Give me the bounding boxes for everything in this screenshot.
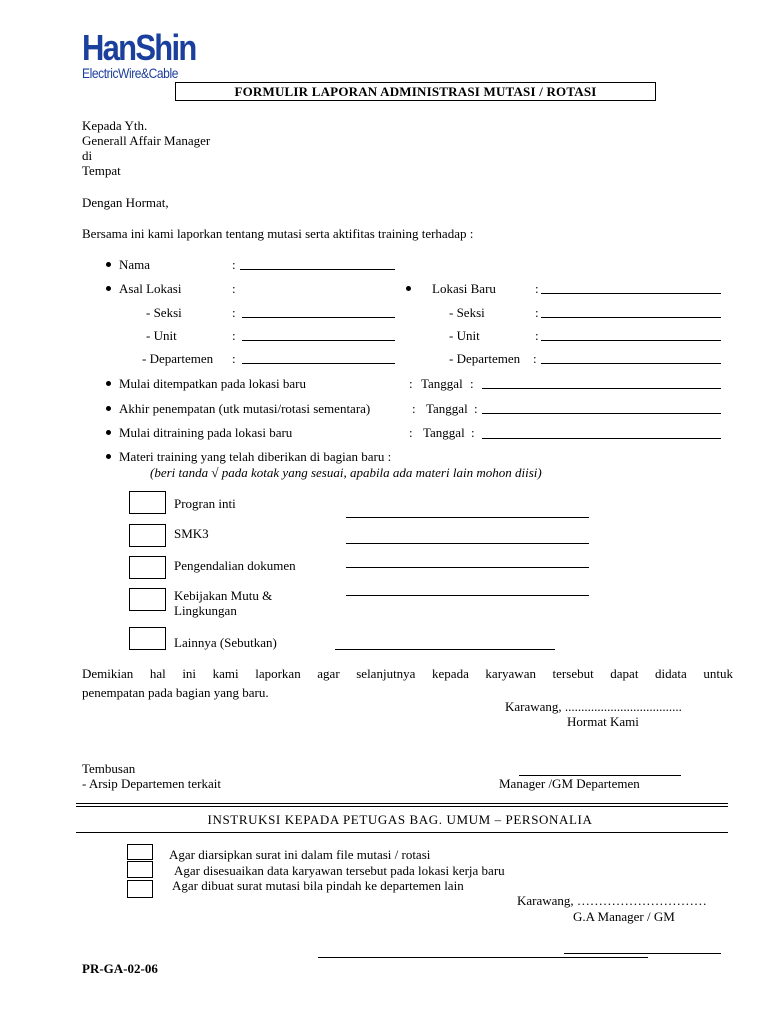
ga-signature-line[interactable]	[564, 953, 721, 954]
signature-role: Manager /GM Departemen	[499, 776, 640, 791]
signature-regards: Hormat Kami	[567, 714, 639, 729]
materi-item-progran-inti: Progran inti	[174, 496, 236, 511]
colon: :	[409, 376, 413, 391]
checkbox-instruksi-sesuaikan[interactable]	[127, 861, 153, 878]
materi-item-lingkungan: Lingkungan	[174, 603, 237, 618]
materi-item-kebijakan-mutu: Kebijakan Mutu &	[174, 588, 273, 603]
instructions-header: INSTRUKSI KEPADA PETUGAS BAG. UMUM – PERSONALIA	[207, 812, 593, 827]
label-asal-lokasi: Asal Lokasi	[119, 281, 182, 296]
tanggal-training-field-line[interactable]	[482, 438, 721, 439]
colon: :	[471, 425, 475, 440]
recipient-line-1: Kepada Yth.	[82, 118, 148, 133]
checkbox-kebijakan-mutu[interactable]	[129, 588, 166, 611]
tanggal-ditempatkan-field-line[interactable]	[482, 388, 721, 389]
label-mulai-ditraining: Mulai ditraining pada lokasi baru	[119, 425, 293, 440]
bullet	[106, 262, 111, 267]
bullet	[406, 286, 411, 291]
label-baru-departemen: - Departemen	[449, 351, 521, 366]
materi-line[interactable]	[346, 567, 589, 568]
recipient-line-4: Tempat	[82, 163, 121, 178]
materi-line[interactable]	[346, 595, 589, 596]
bullet	[106, 406, 111, 411]
colon: :	[232, 305, 236, 320]
recipient-line-3: di	[82, 148, 93, 163]
divider	[76, 806, 728, 807]
divider	[76, 832, 728, 833]
closing-line-1: Demikian hal ini kami laporkan agar selanjutnya kepada karyawan tersebut dapat didata untuk	[82, 666, 733, 681]
instruction-item-3: Agar dibuat surat mutasi bila pindah ke departemen lain	[172, 878, 464, 893]
baru-unit-field-line[interactable]	[541, 340, 721, 341]
baru-departemen-field-line[interactable]	[541, 363, 721, 364]
instructions-place-date: Karawang, …………………………	[517, 893, 707, 908]
cc-label: Tembusan	[82, 761, 136, 776]
colon: :	[232, 351, 236, 366]
colon: :	[470, 376, 474, 391]
label-asal-departemen: - Departemen	[142, 351, 214, 366]
cc-item: - Arsip Departemen terkait	[82, 776, 221, 791]
materi-note: (beri tanda √ pada kotak yang sesuai, apabila ada materi lain mohon diisi)	[150, 465, 542, 480]
intro-text: Bersama ini kami laporkan tentang mutasi serta aktifitas training terhadap :	[82, 226, 474, 241]
materi-line[interactable]	[346, 517, 589, 518]
bullet	[106, 286, 111, 291]
checkbox-pengendalian-dokumen[interactable]	[129, 556, 166, 579]
materi-line[interactable]	[346, 543, 589, 544]
form-title: FORMULIR LAPORAN ADMINISTRASI MUTASI / ROTASI	[175, 82, 656, 101]
materi-item-lainnya: Lainnya (Sebutkan)	[174, 635, 277, 650]
divider	[76, 803, 728, 804]
label-tanggal: Tanggal	[423, 425, 465, 440]
label-asal-unit: - Unit	[146, 328, 177, 343]
checkbox-instruksi-surat-mutasi[interactable]	[127, 880, 153, 898]
baru-seksi-field-line[interactable]	[541, 317, 721, 318]
label-tanggal: Tanggal	[421, 376, 463, 391]
label-lokasi-baru: Lokasi Baru	[432, 281, 496, 296]
colon: :	[232, 281, 236, 296]
instruction-item-1: Agar diarsipkan surat ini dalam file mutasi / rotasi	[169, 847, 431, 862]
materi-item-pengendalian-dokumen: Pengendalian dokumen	[174, 558, 296, 573]
colon: :	[409, 425, 413, 440]
bullet	[106, 454, 111, 459]
colon: :	[474, 401, 478, 416]
label-baru-seksi: - Seksi	[449, 305, 485, 320]
asal-seksi-field-line[interactable]	[242, 317, 395, 318]
colon: :	[535, 281, 539, 296]
company-logo	[82, 27, 196, 84]
checkbox-lainnya[interactable]	[129, 627, 166, 650]
label-asal-seksi: - Seksi	[146, 305, 182, 320]
lokasi-baru-field-line[interactable]	[541, 293, 721, 294]
lainnya-field-line[interactable]	[335, 649, 555, 650]
label-materi: Materi training yang telah diberikan di bagian baru :	[119, 449, 392, 464]
petugas-signature-line[interactable]	[318, 957, 648, 958]
closing-line-2: penempatan pada bagian yang baru.	[82, 685, 269, 700]
label-baru-unit: - Unit	[449, 328, 480, 343]
bullet	[106, 381, 111, 386]
instructions-role: G.A Manager / GM	[573, 909, 675, 924]
tanggal-akhir-field-line[interactable]	[482, 413, 721, 414]
instruction-item-2: Agar disesuaikan data karyawan tersebut pada lokasi kerja baru	[174, 863, 505, 878]
colon: :	[533, 351, 537, 366]
recipient-line-2: Generall Affair Manager	[82, 133, 211, 148]
label-akhir-penempatan: Akhir penempatan (utk mutasi/rotasi sementara)	[119, 401, 371, 416]
nama-field-line[interactable]	[240, 269, 395, 270]
signature-place-date: Karawang, ....................................	[505, 699, 682, 714]
colon: :	[535, 305, 539, 320]
bullet	[106, 430, 111, 435]
checkbox-smk3[interactable]	[129, 524, 166, 547]
checkbox-instruksi-arsip[interactable]	[127, 844, 153, 860]
logo-tagline: ElectricWire&Cable	[82, 65, 178, 81]
form-code: PR-GA-02-06	[82, 961, 158, 976]
label-tanggal: Tanggal	[426, 401, 468, 416]
checkbox-progran-inti[interactable]	[129, 491, 166, 514]
colon: :	[232, 328, 236, 343]
label-nama: Nama	[119, 257, 151, 272]
asal-departemen-field-line[interactable]	[242, 363, 395, 364]
colon: :	[232, 257, 236, 272]
asal-unit-field-line[interactable]	[242, 340, 395, 341]
colon: :	[412, 401, 416, 416]
label-mulai-ditempatkan: Mulai ditempatkan pada lokasi baru	[119, 376, 307, 391]
colon: :	[535, 328, 539, 343]
logo-brand: HanShin	[82, 27, 196, 68]
greeting: Dengan Hormat,	[82, 195, 169, 210]
materi-item-smk3: SMK3	[174, 526, 209, 541]
